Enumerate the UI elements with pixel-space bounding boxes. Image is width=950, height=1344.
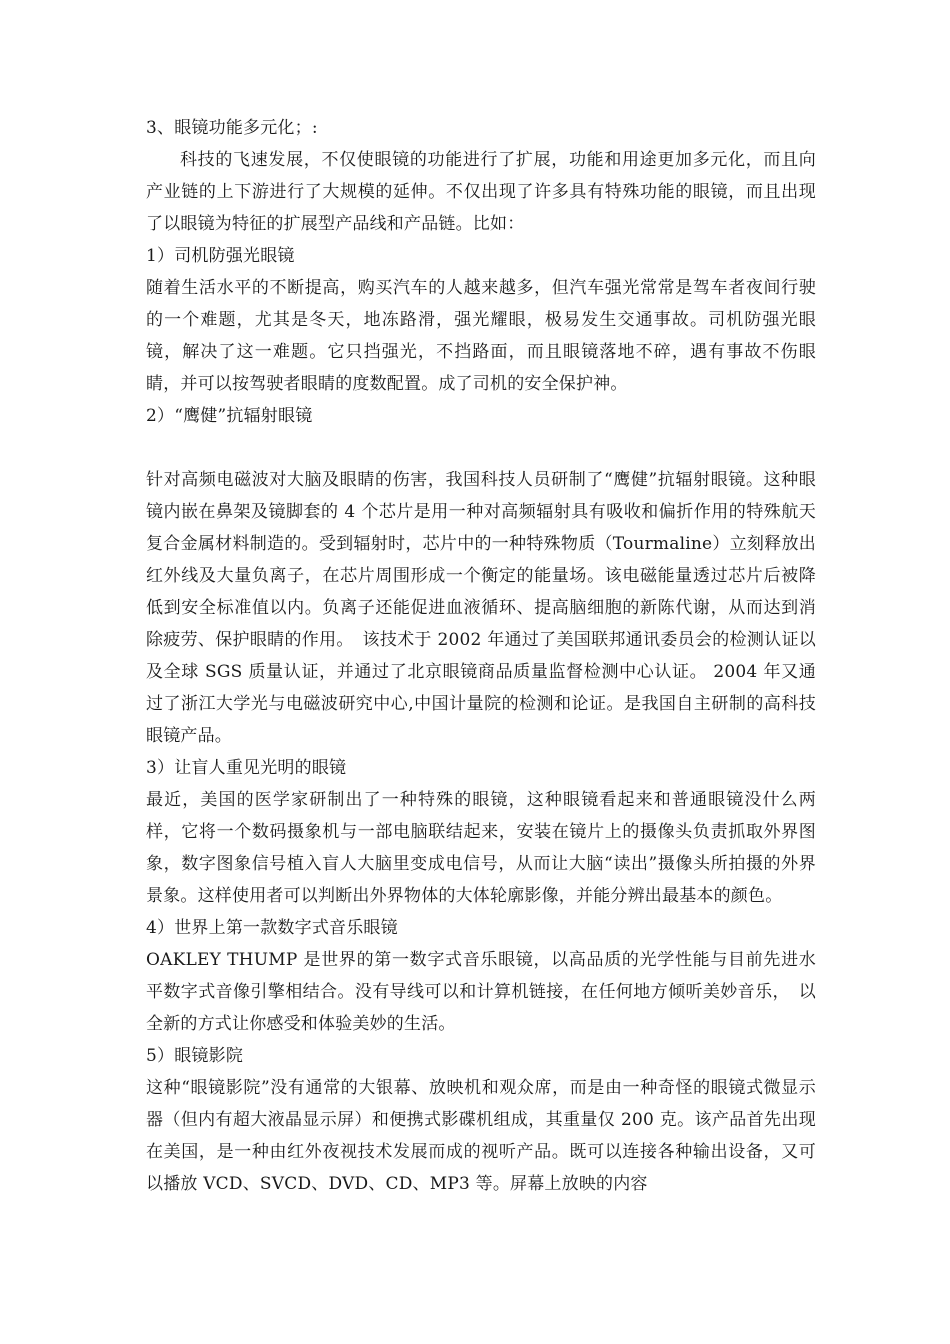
item-5-title: 5）眼镜影院 bbox=[146, 1046, 244, 1066]
item-4-body: OAKLEY THUMP 是世界的第一数字式音乐眼镜，以高品质的光学性能与目前先进水平数字式音像引擎相结合。没有导线可以和计算机链接，在任何地方倾听美妙音乐， 以全新的方式让你感受和体验美妙的生活。 bbox=[146, 950, 816, 1034]
document-body bbox=[146, 112, 816, 1200]
intro-paragraph: 科技的飞速发展，不仅使眼镜的功能进行了扩展，功能和用途更加多元化，而且向产业链的上下游进行了大规模的延伸。不仅出现了许多具有特殊功能的眼镜，而且出现了以眼镜为特征的扩展型产品线和产品链。比如： bbox=[146, 150, 816, 234]
item-3-body: 最近，美国的医学家研制出了一种特殊的眼镜，这种眼镜看起来和普通眼镜没什么两样，它将一个数码摄象机与一部电脑联结起来，安装在镜片上的摄像头负责抓取外界图象，数字图象信号植入盲人大脑里变成电信号，从而让大脑“读出”摄像头所拍摄的外界景象。这样使用者可以判断出外界物体的大体轮廓影像，并能分辨出最基本的颜色。 bbox=[146, 790, 816, 906]
blank-line bbox=[146, 432, 816, 464]
item-3-title: 3）让盲人重见光明的眼镜 bbox=[146, 758, 347, 778]
item-1-title: 1）司机防强光眼镜 bbox=[146, 246, 295, 266]
item-5-body: 这种“眼镜影院”没有通常的大银幕、放映机和观众席，而是由一种奇怪的眼镜式微显示器（但内有超大液晶显示屏）和便携式影碟机组成，其重量仅 200 克。该产品首先出现在美国，是一种由红外夜视技术发展而成的视听产品。既可以连接各种输出设备，又可以播放 VCD、SVCD、DVD、CD、MP3 等。屏幕上放映的内容 bbox=[146, 1078, 816, 1194]
item-1-body: 随着生活水平的不断提高，购买汽车的人越来越多，但汽车强光常常是驾车者夜间行驶的一个难题，尤其是冬天，地冻路滑，强光耀眼，极易发生交通事故。司机防强光眼镜，解决了这一难题。它只挡强光，不挡路面，而且眼镜落地不碎，遇有事故不伤眼睛，并可以按驾驶者眼睛的度数配置。成了司机的安全保护神。 bbox=[146, 278, 816, 394]
item-4-title: 4）世界上第一款数字式音乐眼镜 bbox=[146, 918, 398, 938]
section-heading: 3、眼镜功能多元化；: bbox=[146, 118, 318, 138]
item-2-title: 2）“鹰健”抗辐射眼镜 bbox=[146, 406, 313, 426]
item-2-body: 针对高频电磁波对大脑及眼睛的伤害，我国科技人员研制了“鹰健”抗辐射眼镜。这种眼镜内嵌在鼻架及镜脚套的 4 个芯片是用一种对高频辐射具有吸收和偏折作用的特殊航天复合金属材料制造的。受到辐射时，芯片中的一种特殊物质（Tourmaline）立刻释放出红外线及大量负离子，在芯片周围形成一个衡定的能量场。该电磁能量透过芯片后被降低到安全标准值以内。负离子还能促进血液循环、提高脑细胞的新陈代谢，从而达到消除疲劳、保护眼睛的作用。 该技术于 2002 年通过了美国联邦通讯委员会的检测认证以及全球 SGS 质量认证，并通过了北京眼镜商品质量监督检测中心认证。 2004 年又通过了浙江大学光与电磁波研究中心,中国计量院的检测和论证。是我国自主研制的高科技眼镜产品。 bbox=[146, 470, 816, 746]
